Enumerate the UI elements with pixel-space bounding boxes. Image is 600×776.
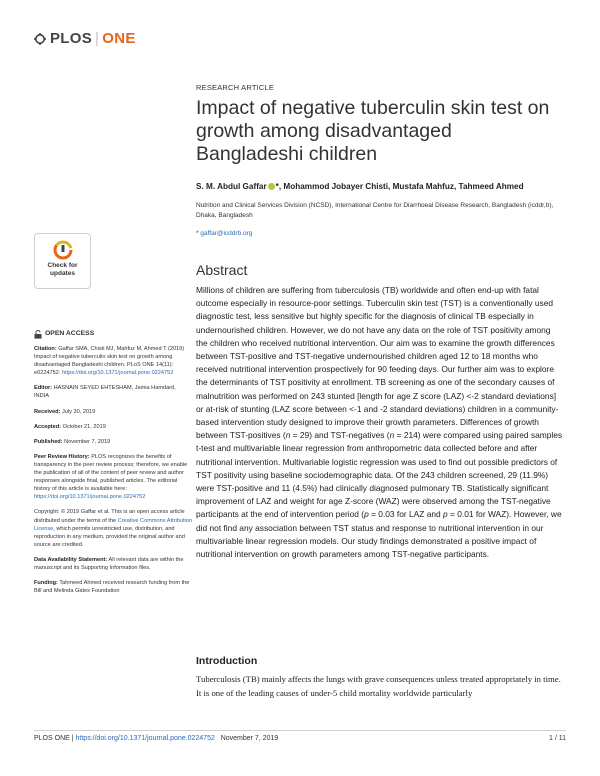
peer-review-label: Peer Review History: [34, 453, 90, 460]
copyright-text-b: , which permits unrestricted use, distribution, and reproduction in any medium, provided the original author and source are credited. [34, 525, 185, 548]
accepted-date: October 21, 2019 [61, 423, 106, 430]
article-sidebar [34, 330, 192, 602]
published-label: Published: [34, 438, 63, 445]
accepted-block [34, 423, 192, 431]
received-date: July 30, 2019 [60, 408, 96, 415]
editor-text: HASNAIN SEYED EHTESHAM, Jamia Hamdard, INDIA [34, 385, 176, 400]
data-availability-block [34, 556, 192, 572]
article-type: RESEARCH ARTICLE [196, 83, 275, 92]
badge-line1: Check for [47, 262, 78, 269]
footer-journal: PLOS ONE [34, 735, 70, 742]
author-list [196, 182, 566, 191]
article-title: Impact of negative tuberculin skin test on growth among disadvantaged Bangladeshi children [196, 97, 550, 165]
citation-label: Citation: [34, 346, 57, 352]
open-access-label [34, 330, 192, 339]
funding-text: Tahmeed Ahmed received research funding from the Bill and Melinda Gates Foundation [34, 580, 190, 595]
page-number: 1 / 11 [549, 735, 566, 742]
received-block [34, 408, 192, 416]
abstract-text-3: = 214) were compared using paired samples t-test and multivariable linear regression from anthropometric data collected before and after nutritional intervention. Multivariable logistic regression was used to find out possible predictors of TST positivity using baseline sociodemographic data. Of the 243 children screened, 29 (11.9%) were TST-positive and 11 (4.5%) had clinically diagnosed pulmonary TB. Statistically significant improvement of LAZ and weight for age Z-score (WAZ) were observed among the TST-negative participants at the end of intervention period ( [196, 430, 563, 520]
funding-block [34, 579, 192, 595]
open-lock-icon [34, 330, 42, 339]
plos-one-logo[interactable] [34, 30, 136, 47]
abstract-text-2: = 29) and TST-negatives ( [290, 430, 390, 441]
open-access-text: OPEN ACCESS [45, 330, 95, 338]
received-label: Received: [34, 408, 61, 415]
abstract-text-1: Millions of children are suffering from tuberculosis (TB) worldwide and often end-up with fatal outcome especially in resource-poor settings. Tuberculin skin test (TST) is a conventionally used diagnostic test, less sensitive but highly specific for the diagnosis of clinical TB especially in undernourished children. However, we do not have any data on the role of TST positivity among the children who received nutritional intervention. Our aim was to examine the growth differences between TST-positive and TST-negative undernourished children aged 12 to 18 months who received nutritional intervention prospectively for 90 feeding days. Our further aim was to explore the determinants of TST positivity at enrollment. TB screening as one of the secondary causes of malnutrition was performed on 243 stunted [length for age Z score (LAZ) <-2 standard deviations] or at-risk of stunting (LAZ score between <-1 and -2 standard deviations) children in a community-based intervention study designed to improve their growth parameters. Differences of growth between TST-positives ( [196, 285, 559, 441]
email-link[interactable]: gaffar@icddrb.org [200, 230, 253, 237]
peer-review-text: PLOS recognizes the benefits of transparency in the peer review process; therefore, we enable the publication of all of the content of peer review and author responses alongside final, published articles. The editorial history of this article is available here: [34, 453, 188, 493]
abstract-heading: Abstract [196, 262, 248, 278]
badge-line2: updates [50, 269, 75, 277]
author-first: S. M. Abdul Gaffar [196, 182, 267, 191]
check-updates-icon [53, 240, 73, 260]
peer-review-link[interactable]: https://doi.org/10.1371/journal.pone.0224752 [34, 494, 146, 501]
copyright-text-a: Copyright: © 2019 Gaffar et al. This is an open access article distributed under the terms of the [34, 509, 185, 524]
citation-text: Gaffar SMA, Chisti MJ, Mahfuz M, Ahmed T (2019) Impact of negative tuberculin skin test on growth among disadvantaged Bangladeshi children. PLoS ONE 14(11): e0224752. [34, 346, 185, 377]
published-date: November 7, 2019 [62, 438, 111, 445]
introduction-heading: Introduction [196, 655, 258, 667]
citation-doi-link[interactable]: https://doi.org/10.1371/journal.pone.0224752 [62, 370, 174, 377]
copyright-block [34, 508, 192, 548]
editor-label: Editor: [34, 385, 53, 392]
data-availability-text: All relevant data are within the manuscript and its Supporting Information files. [34, 556, 184, 571]
corresponding-marker: *, [275, 182, 282, 191]
author-rest: Mohammod Jobayer Chisti, Mustafa Mahfuz, Tahmeed Ahmed [281, 182, 524, 191]
email-line [196, 230, 252, 237]
abstract-p-2: p [443, 509, 448, 520]
footer-divider [34, 730, 566, 731]
abstract-n-1: n [285, 430, 291, 441]
footer-doi-link[interactable]: https://doi.org/10.1371/journal.pone.0224752 [75, 735, 215, 742]
logo-separator: | [95, 30, 100, 47]
accepted-label: Accepted: [34, 423, 62, 430]
abstract-text-4: = 0.03 for LAZ and [368, 509, 444, 520]
footer-date: November 7, 2019 [214, 735, 279, 742]
abstract-text-5: = 0.01 for WAZ). However, we did not find any association between TST status and response to nutritional intervention in our multivariable linear regression models. Our study findings demonstrated a positive impact of nutritional intervention on growth parameters among TST-negative participants. [196, 509, 562, 560]
data-availability-label: Data Availability Statement: [34, 556, 108, 563]
citation-block [34, 345, 192, 377]
logo-plos-text: PLOS [50, 30, 93, 47]
plos-logo-icon [34, 33, 46, 45]
email-marker: * [196, 230, 199, 237]
license-link[interactable]: Creative Commons Attribution License [34, 517, 192, 532]
footer-citation [34, 735, 278, 742]
abstract-body [196, 284, 564, 561]
abstract-p-1: p [364, 509, 369, 520]
check-for-updates-badge[interactable] [34, 233, 91, 289]
affiliation: Nutrition and Clinical Services Division (NCSD), International Centre for Diarrhoeal Disease Research, Bangladesh (icddr,b), Dhaka, Bangladesh [196, 202, 554, 219]
logo-one-text: ONE [102, 30, 136, 47]
funding-label: Funding: [34, 580, 58, 587]
published-block [34, 438, 192, 446]
orcid-icon[interactable] [268, 183, 275, 190]
introduction-text: Tuberculosis (TB) mainly affects the lungs with grave consequences unless treated appropriately in time. It is one of the leading causes of under-5 child mortality worldwide particularly [196, 674, 561, 698]
editor-block [34, 384, 192, 400]
footer-separator: | [69, 735, 76, 742]
abstract-n-2: n [389, 430, 395, 441]
peer-review-block [34, 453, 192, 502]
